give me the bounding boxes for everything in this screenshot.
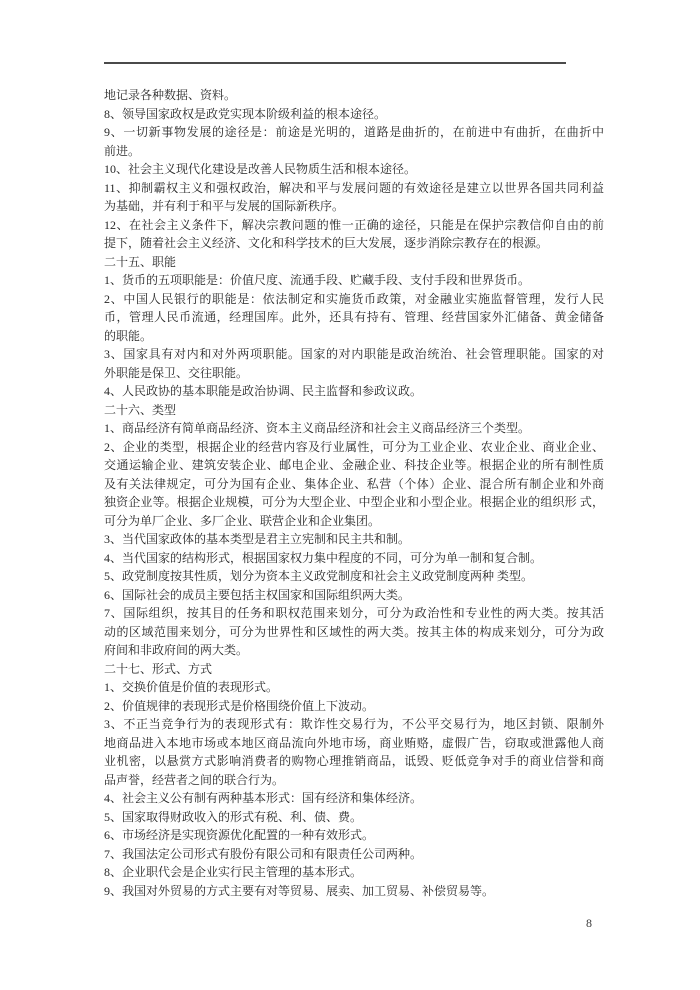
text-line: 1、交换价值是价值的表现形式。 [104, 680, 279, 694]
text-line: 3、当代国家政体的基本类型是君主立宪制和民主共和制。 [104, 532, 411, 546]
text-line: 及有关法律规定，可分为国有企业、集体企业、私营（个体）企业、混合所有制企业和外商 [104, 476, 604, 491]
header-rule [104, 62, 566, 64]
text-line: 地商品进入本地市场或本地区商品流向外地市场，商业贿赂，虚假广告，窃取或泄露他人商 [104, 735, 604, 750]
document-body [104, 86, 604, 900]
text-line: 4、人民政协的基本职能是政治协调、民主监督和参政议政。 [104, 384, 423, 398]
text-line: 3、不正当竞争行为的表现形式有：欺诈性交易行为，不公平交易行为，地区封锁、限制外 [104, 717, 604, 731]
text-line: 5、国家取得财政收入的形式有税、利、债、费。 [104, 809, 363, 824]
text-line: 前进。 [104, 143, 141, 158]
text-line: 11、抑制霸权主义和强权政治，解决和平与发展问题的有效途径是建立以世界各国共同利益 [104, 180, 604, 195]
text-line: 7、我国法定公司形式有股份有限公司和有限责任公司两种。 [104, 846, 423, 861]
text-line: 3、国家具有对内和对外两项职能。国家的对内职能是政治统治、社会管理职能。国家的对 [104, 347, 604, 361]
text-line: 业机密，以悬赏方式影响消费者的购物心理推销商品，诋毁、贬低竞争对手的商业信誉和商 [104, 754, 604, 768]
section-heading: 二十七、形式、方式 [104, 661, 213, 676]
text-line: 6、市场经济是实现资源优化配置的一种有效形式。 [104, 828, 375, 842]
page-number: 8 [586, 916, 592, 930]
text-line: 4、当代国家的结构形式，根据国家权力集中程度的不同，可分为单一制和复合制。 [104, 550, 543, 565]
text-line: 品声誉，经营者之间的联合行为。 [104, 772, 285, 787]
text-line: 10、社会主义现代化建设是改善人民物质生活和根本途径。 [104, 162, 417, 176]
section-heading: 二十五、职能 [104, 254, 177, 269]
text-line: 的职能。 [104, 328, 153, 343]
text-line: 地记录各种数据、资料。 [104, 88, 237, 102]
text-line: 外职能是保卫、交往职能。 [104, 365, 249, 380]
text-line: 2、价值规律的表现形式是价格围绕价值上下波动。 [104, 698, 375, 713]
text-line: 2、企业的类型，根据企业的经营内容及行业属性，可分为工业企业、农业企业、商业企业、 [104, 439, 604, 454]
text-line: 币，管理人民币流通，经理国库。此外，还具有持有、管理、经营国家外汇储备、黄金储备 [104, 310, 604, 324]
text-line: 独资企业等。根据企业规模，可分为大型企业、中型企业和小型企业。根据企业的组织形 式， [104, 495, 604, 509]
text-line: 5、政党制度按其性质，划分为资本主义政党制度和社会主义政党制度两种 类型。 [104, 569, 534, 583]
text-line: 可分为单厂企业、多厂企业、联营企业和企业集团。 [104, 513, 381, 528]
text-line: 12、在社会主义条件下，解决宗教问题的惟一正确的途径，只能是在保护宗教信仰自由的前 [104, 217, 604, 232]
text-line: 府间和非政府间的两大类。 [104, 643, 249, 657]
text-line: 9、一切新事物发展的途径是：前途是光明的，道路是曲折的，在前进中有曲折，在曲折中 [104, 125, 604, 139]
text-line: 提下，随着社会主义经济、文化和科学技术的巨大发展，逐步消除宗教存在的根源。 [104, 236, 549, 250]
text-line: 7、国际组织，按其目的任务和职权范围来划分，可分为政治性和专业性的两大类。按其活 [104, 606, 604, 620]
text-line: 为基础，并有利于和平与发展的国际新秩序。 [104, 199, 345, 213]
section-heading: 二十六、类型 [104, 402, 177, 417]
text-line: 8、企业职代会是企业实行民主管理的基本形式。 [104, 865, 363, 879]
text-line: 2、中国人民银行的职能是：依法制定和实施货币政策，对金融业实施监督管理，发行人民 [104, 291, 604, 306]
text-line: 4、社会主义公有制有两种基本形式：国有经济和集体经济。 [104, 791, 423, 805]
text-line: 9、我国对外贸易的方式主要有对等贸易、展卖、加工贸易、补偿贸易等。 [104, 883, 495, 898]
text-line: 动的区域范围来划分，可分为世界性和区域性的两大类。按其主体的构成来划分，可分为政 [104, 624, 604, 639]
text-line: 交通运输企业、建筑安装企业、邮电企业、金融企业、科技企业等。根据企业的所有制性质 [104, 458, 604, 472]
text-line: 8、领导国家政权是政党实现本阶级利益的根本途径。 [104, 106, 387, 121]
text-line: 1、货币的五项职能是：价值尺度、流通手段、贮藏手段、支付手段和世界货币。 [104, 273, 531, 287]
text-line: 1、商品经济有简单商品经济、资本主义商品经济和社会主义商品经济三个类型。 [104, 421, 531, 435]
text-line: 6、国际社会的成员主要包括主权国家和国际组织两大类。 [104, 587, 411, 602]
